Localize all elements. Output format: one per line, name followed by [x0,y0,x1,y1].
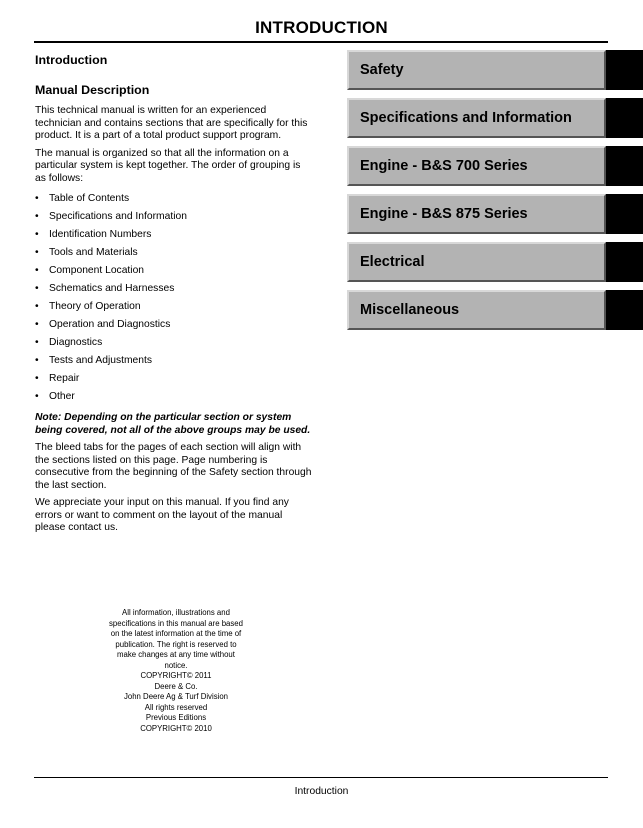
list-item-label: Schematics and Harnesses [49,283,175,294]
bullet-icon: • [35,319,39,330]
footer-divider [34,777,608,778]
copyright-notice [95,608,257,734]
bleed-tab-marker [606,242,643,282]
copyright-line: make changes at any time without [117,650,235,659]
list-item [35,226,313,244]
tab-label: Miscellaneous [360,302,460,318]
list-item-label: Other [49,391,75,402]
copyright-line: Deere & Co. [154,681,198,691]
copyright-line: All rights reserved [144,702,208,712]
tab-label: Engine - B&S 700 Series [360,158,528,174]
list-item-label: Repair [49,373,80,384]
list-item [35,208,313,226]
bullet-icon: • [35,373,39,384]
section-heading: Introduction [35,53,108,67]
bleed-tab-marker [606,290,643,330]
tab-miscellaneous[interactable] [347,290,643,330]
list-item-label: Table of Contents [49,193,130,204]
copyright-line: publication. The right is reserved to [115,639,237,649]
header-divider [34,41,608,43]
list-item-label: Diagnostics [49,337,103,348]
tab-box [347,98,606,138]
list-item [35,190,313,208]
list-item-label: Operation and Diagnostics [49,319,171,330]
list-item [35,352,313,370]
bullet-icon: • [35,301,39,312]
copyright-line: Previous Editions [145,713,207,722]
tab-electrical[interactable] [347,242,643,282]
page-title: INTRODUCTION [255,18,388,37]
tab-safety[interactable] [347,50,643,90]
tab-label: Engine - B&S 875 Series [360,206,528,222]
tab-box [347,290,606,330]
bullet-icon: • [35,337,39,348]
tab-box [347,50,606,90]
tab-label: Electrical [360,254,425,270]
bullet-icon: • [35,193,39,204]
list-item-label: Specifications and Information [49,211,187,222]
list-item [35,262,313,280]
copyright-line: specifications in this manual are based [109,618,243,628]
bullet-icon: • [35,283,39,294]
bullet-icon: • [35,265,39,276]
tab-label: Safety [360,62,404,78]
bullet-icon: • [35,229,39,240]
page-footer: Introduction [294,786,349,797]
paragraph-feedback: We appreciate your input on this manual. If you find any errors or want to comment on the layout of the manual please contact us. [35,497,289,533]
list-item-label: Theory of Operation [49,301,141,312]
bleed-tab-marker [606,194,643,234]
list-item [35,244,313,262]
list-item [35,280,313,298]
list-item-label: Component Location [49,265,145,276]
paragraph-intro: This technical manual is written for an experienced technician and contains sections that are specifically for this product. It is a part of a total product support program. [35,105,308,141]
bleed-tab-marker [606,98,643,138]
list-item [35,316,313,334]
grouping-list [35,190,313,406]
bullet-icon: • [35,391,39,402]
section-tabs [347,50,643,338]
copyright-line: John Deere Ag & Turf Division [123,692,228,701]
list-item [35,298,313,316]
introduction-column [35,53,313,540]
list-item [35,388,313,406]
copyright-line: COPYRIGHT© 2010 [140,723,212,733]
paragraph-bleed-tabs: The bleed tabs for the pages of each section will align with the sections listed on this page. Page numbering is consecutive from the beginning of the Safety section through the last section. [35,442,312,491]
copyright-line: COPYRIGHT© 2011 [140,671,212,680]
note-text: Note: Depending on the particular section or system being covered, not all of the above groups may be used. [35,412,311,436]
tab-engine-875[interactable] [347,194,643,234]
tab-box [347,146,606,186]
copyright-line: notice. [164,660,188,670]
list-item [35,370,313,388]
list-item-label: Identification Numbers [49,229,152,240]
bleed-tab-marker [606,50,643,90]
manual-description-heading: Manual Description [35,83,150,97]
tab-box [347,194,606,234]
bleed-tab-marker [606,146,643,186]
tab-box [347,242,606,282]
tab-label: Specifications and Information [360,110,572,126]
bullet-icon: • [35,247,39,258]
bullet-icon: • [35,355,39,366]
copyright-line: All information, illustrations and [122,608,230,617]
list-item [35,334,313,352]
tab-engine-700[interactable] [347,146,643,186]
paragraph-organization: The manual is organized so that all the information on a particular system is kept together. The order of grouping is as follows: [35,147,301,184]
bullet-icon: • [35,211,39,222]
list-item-label: Tools and Materials [49,247,138,258]
copyright-line: on the latest information at the time of [110,629,242,638]
list-item-label: Tests and Adjustments [49,355,153,366]
tab-specifications[interactable] [347,98,643,138]
